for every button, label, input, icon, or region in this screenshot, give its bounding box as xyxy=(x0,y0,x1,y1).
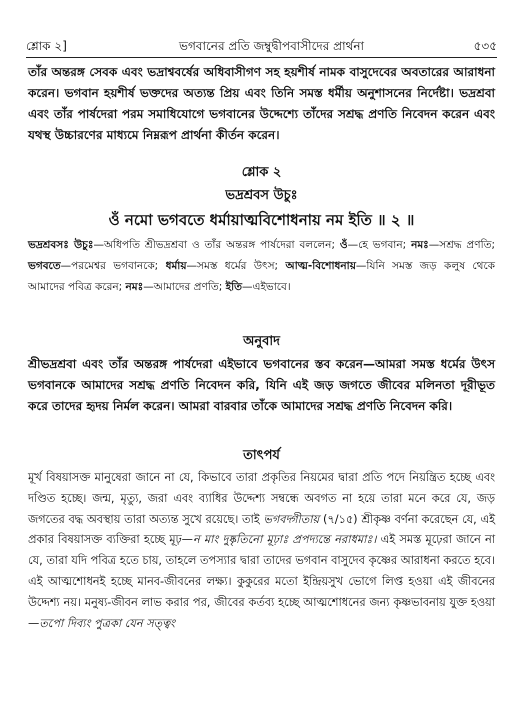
purport-text: (৭/১৫) শ্রীকৃষ্ণ বর্ণনা করেছেন যে, এই প্রকার বিষয়াসক্ত ব্যক্তিরা হচ্ছে মূঢ়— xyxy=(28,512,496,547)
intro-paragraph: তাঁর অন্তরঙ্গ সেবক এবং ভদ্রাশ্ববর্ষের অধিবাসীগণ সহ হয়শীর্ষ নামক বাসুদেবের অবতারের আরাধনা করেন। ভগবান হয়শীর্ষ ভক্তদের অত্যন্ত প্রিয় এবং তিনি সমস্ত ধর্মীয় অনুশাসনের নির্দেষ্টা। ভদ্রশ্রবা এবং তাঁর পার্ষদেরা পরম সমাধিযোগে ভগবানের উদ্দেশ্যে তাঁদের সশ্রদ্ধ প্রণতি নিবেদন করেন এবং যথস্থ উচ্চারণের মাধ্যমে নিম্নরূপ প্রার্থনা কীর্তন করেন। xyxy=(28,65,495,142)
synonym-term: ভদ্রশ্রবসঃ উচুঃ xyxy=(28,239,94,251)
purport-italic-quote: ন মাং দুষ্কৃতিনো মূঢ়াঃ প্রপদ্যন্তে নরাধমাঃ। xyxy=(192,533,377,547)
running-header xyxy=(26,38,497,58)
header-chapter-title: ভগবানের প্রতি জম্বুদ্বীপবাসীদের প্রার্থনা xyxy=(179,39,364,53)
synonym-term: নমঃ xyxy=(125,281,144,293)
synonym-meaning: আমাদের প্রণতি; xyxy=(153,281,223,293)
synonym-term: আত্ম-বিশোধনায় xyxy=(285,260,356,272)
translation-heading: অনুবাদ xyxy=(243,334,280,349)
purport-text: এই সমস্ত মূঢ়েরা জানে না যে, তারা যদি পবিত্র হতে চায়, তাহলে তপস্যার দ্বারা তাদের ভগবান বাসুদেব কৃষ্ণের আরাধনা করতে হবে। এই আত্মশোধনই হচ্ছে মানব-জীবনের লক্ষ্য। কুকুরের মতো ইন্দ্রিয়সুখ ভোগে লিপ্ত হওয়া এই জীবনের উদ্দেশ্য নয়। মনুষ্য-জীবন লাভ করার পর, জীবের কর্তব্য হচ্ছে আত্মশোধনের জন্য কৃষ্ণভাবনায় যুক্ত হওয়া— xyxy=(28,533,495,630)
synonym-meaning: যিনি সমস্ত জড় কলুষ থেকে আমাদের পবিত্র করেন; xyxy=(28,260,496,293)
header-verse-ref: শ্লোক ২] xyxy=(26,39,67,53)
purport-text: মূর্খ বিষয়াসক্ত মানুষেরা জানে না যে, কিভাবে তারা প্রকৃতির নিয়মের দ্বারা প্রতি পদে নিয়ন্ত্রিত হচ্ছে এবং দণ্ডিত হচ্ছে। জন্ম, মৃত্যু, জরা এবং ব্যাধির উদ্দেশ্য সম্বন্ধে অবগত না হয়ে তারা মনে করে যে, জড় জগতের বদ্ধ অবস্থায় তারা অত্যন্ত সুখে রয়েছে। তাই xyxy=(28,471,495,526)
purport-italic-quote: তপো দিব্যং পুত্রকা যেন সত্ত্বং xyxy=(39,616,176,630)
synonym-term: ভগবতে xyxy=(28,260,61,272)
sanskrit-mantra: ওঁ নমো ভগবতে ধর্মায়াত্মবিশোধনায় নম ইতি ॥ ২ ॥ xyxy=(108,211,415,229)
speaker-line: ভদ্রশ্রবস উচুঃ xyxy=(225,188,298,203)
synonym-meaning: সশ্রদ্ধ প্রণতি; xyxy=(439,239,496,251)
verse-heading: শ্লোক ২ xyxy=(241,165,282,180)
page-number: ৫৩৫ xyxy=(473,39,497,53)
purport-paragraph xyxy=(28,468,495,634)
purport-heading: তাৎপর্য xyxy=(243,448,280,463)
synonyms-paragraph: ভদ্রশ্রবসঃ উচুঃ—অধিপতি শ্রীভদ্রশ্রবা ও তাঁর অন্তরঙ্গ পার্ষদেরা বললেন; ওঁ—হে ভগবান; নমঃ—সশ্রদ্ধ প্রণতি; ভগবতে—পরমেশ্বর ভগবানকে; ধর্মায়—সমস্ত ধর্মের উৎস; আত্ম-বিশোধনায়—যিনি সমস্ত জড় কলুষ থেকে আমাদের পবিত্র করেন; নমঃ—আমাদের প্রণতি; ইতি—এইভাবে। xyxy=(28,239,496,293)
synonym-meaning: পরমেশ্বর ভগবানকে; xyxy=(71,260,159,272)
synonym-term: নমঃ xyxy=(411,239,429,251)
header-rule xyxy=(26,57,497,58)
translation-paragraph: শ্রীভদ্রশ্রবা এবং তাঁর অন্তরঙ্গ পার্ষদেরা এইভাবে ভগবানের স্তব করেন—আমরা সমস্ত ধর্মের উৎস ভগবানকে আমাদের সশ্রদ্ধ প্রণতি নিবেদন করি, যিনি এই জড় জগতে জীবের মলিনতা দূরীভূত করে তাদের হৃদয় নির্মল করেন। আমরা বারবার তাঁকে আমাদের সশ্রদ্ধ প্রণতি নিবেদন করি। xyxy=(28,357,495,413)
purport-italic-title: ভগবদ্গীতায় xyxy=(263,512,320,526)
synonym-term: ধর্মায় xyxy=(165,260,187,272)
synonym-meaning: হে ভগবান; xyxy=(358,239,407,251)
synonym-meaning: সমস্ত ধর্মের উৎস; xyxy=(197,260,279,272)
synonym-meaning: এইভাবে। xyxy=(252,281,291,293)
synonym-meaning: অধিপতি শ্রীভদ্রশ্রবা ও তাঁর অন্তরঙ্গ পার্ষদেরা বললেন; xyxy=(103,239,335,251)
synonym-term: ইতি xyxy=(225,281,242,293)
synonym-term: ওঁ xyxy=(339,239,348,251)
